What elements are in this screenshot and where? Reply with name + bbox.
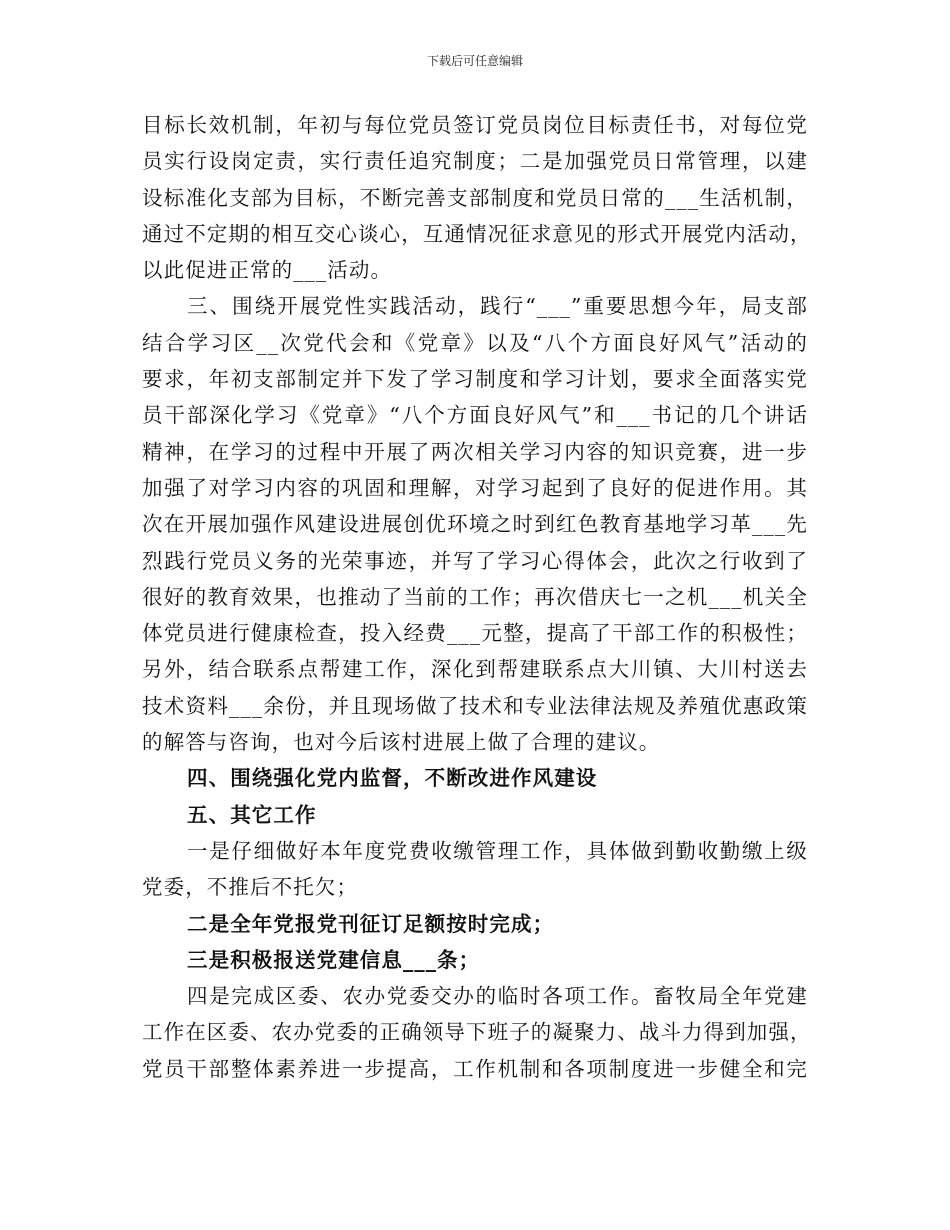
section-heading-line: 二是全年党报党刊征订足额按时完成； — [187, 911, 555, 936]
section-heading-line: 三是积极报送党建信息___条； — [187, 947, 481, 972]
paragraph-line: 技术资料___余份，并且现场做了技术和专业法律法规及养殖优惠政策 — [142, 693, 808, 718]
paragraph-line: 通过不定期的相互交心谈心，互通情况征求意见的形式开展党内活动， — [142, 221, 812, 246]
paragraph-line: 加强了对学习内容的巩固和理解，对学习起到了良好的促进作用。其 — [142, 475, 808, 500]
paragraph-line: 另外，结合联系点帮建工作，深化到帮建联系点大川镇、大川村送去 — [142, 657, 808, 682]
paragraph-line: 次在开展加强作风建设进展创优环境之时到红色教育基地学习革___先 — [142, 512, 808, 537]
page-header: 下载后可任意编辑 — [426, 54, 523, 68]
paragraph-line: 要求，年初支部制定并下发了学习制度和学习计划，要求全面落实党 — [142, 367, 808, 392]
paragraph-line: 烈践行党员义务的光荣事迹，并写了学习心得体会，此次之行收到了 — [142, 548, 808, 573]
paragraph-line: 以此促进正常的___活动。 — [142, 258, 393, 283]
paragraph-line: 一是仔细做好本年度党费收缴管理工作，具体做到勤收勤缴上级 — [187, 838, 808, 863]
document-body — [142, 107, 812, 1087]
paragraph-line: 工作在区委、农办党委的正确领导下班子的凝聚力、战斗力得到加强， — [142, 1020, 812, 1045]
paragraph-line: 党员干部整体素养进一步提高，工作机制和各项制度进一步健全和完 — [142, 1056, 808, 1081]
section-heading-line: 五、其它工作 — [187, 802, 317, 827]
paragraph-line: 三、围绕开展党性实践活动，践行“___”重要思想今年，局支部 — [187, 294, 808, 319]
paragraph-line: 目标长效机制，年初与每位党员签订党员岗位目标责任书，对每位党 — [142, 113, 808, 137]
paragraph-line: 党委，不推后不托欠； — [142, 875, 358, 900]
paragraph-line: 设标准化支部为目标，不断完善支部制度和党员日常的___生活机制， — [142, 185, 808, 210]
paragraph-line: 很好的教育效果，也推动了当前的工作；再次借庆七一之机___机关全 — [142, 584, 808, 609]
section-heading-line: 四、围绕强化党内监督，不断改进作风建设 — [187, 766, 598, 791]
paragraph-line: 员干部深化学习《党章》“八个方面良好风气”和___书记的几个讲话 — [142, 403, 808, 428]
paragraph-line: 体党员进行健康检查，投入经费___元整，提高了干部工作的积极性； — [142, 621, 808, 646]
paragraph-line: 四是完成区委、农办党委交办的临时各项工作。畜牧局全年党建 — [187, 984, 808, 1009]
paragraph-line: 员实行设岗定责，实行责任追究制度；二是加强党员日常管理，以建 — [142, 149, 808, 174]
paragraph-line: 精神，在学习的过程中开展了两次相关学习内容的知识竞赛，进一步 — [142, 439, 808, 464]
paragraph-line: 的解答与咨询，也对今后该村进展上做了合理的建议。 — [142, 730, 661, 755]
paragraph-line: 结合学习区__次党代会和《党章》以及“八个方面良好风气”活动的 — [142, 330, 808, 355]
